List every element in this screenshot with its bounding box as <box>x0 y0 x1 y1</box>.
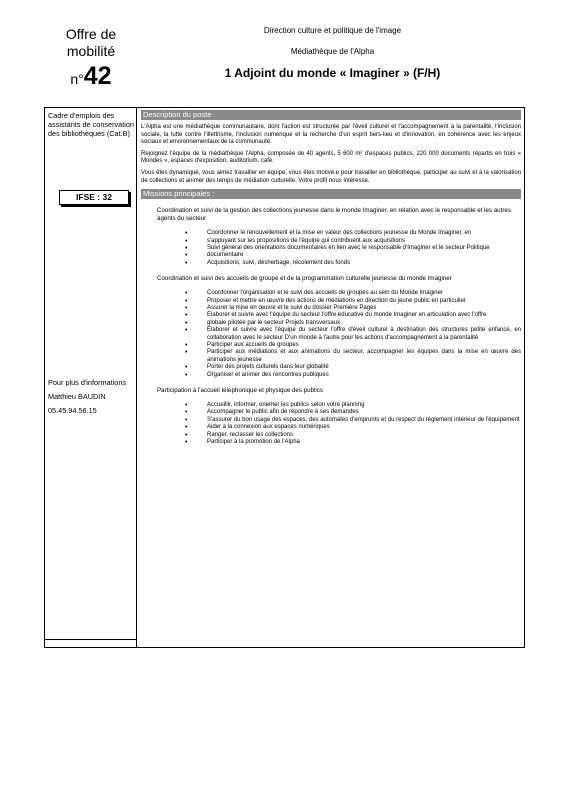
offer-number <box>44 62 138 91</box>
page-title: 1 Adjoint du monde « Imaginer » (F/H) <box>224 66 441 80</box>
list-item: • Participer à la promotion de l'Alpha <box>185 439 521 446</box>
list-item: • Suivi général des orientations documentaires en lien avec le responsable d'Imaginer et le secteur Politique <box>185 245 521 252</box>
ifse-badge: IFSE : 32 <box>59 190 129 205</box>
mission-group <box>141 387 521 446</box>
list-item: • Elaborer et suivre avec l'équipe du secteur l'offre éducative du monde Imaginer en articulation avec l'offre <box>185 312 521 319</box>
list-item: • globale pilotée par le secteur Projets transversaux <box>185 320 521 327</box>
offer-label-line2: mobilité <box>66 43 116 59</box>
list-item: • Organiser et animer des rencontres publiques <box>185 372 521 379</box>
title-block <box>140 26 525 80</box>
offer-header <box>44 26 138 91</box>
mission-group <box>141 207 521 267</box>
list-item: • Porter des projets culturels dans leur globalité <box>185 364 521 371</box>
list-item: • Participer aux médiations et aux animations du secteur, accompagner les équipes dans la mise en œuvre des animations jeunesse <box>185 349 521 364</box>
list-item: • Ranger, reclasser les collections <box>185 432 521 439</box>
offer-label-line1: Offre de <box>65 26 117 42</box>
mission-list <box>141 230 521 267</box>
list-item: • Proposer et mettre en œuvre des actions de médiations en direction du jeune public en particulier <box>185 298 521 305</box>
list-item: • Acquisitions, suivi, désherbage, récolement des fonds <box>185 260 521 267</box>
list-item: • Accueillir, informer, orienter les publics selon votre planning <box>185 402 521 409</box>
contact-info <box>48 378 134 420</box>
list-item: • Participer aux accueils de groupes <box>185 342 521 349</box>
list-item: • Elaborer et suivre avec l'équipe du secteur l'offre d'éveil culturel à destination des structures petite enfance, en collaboration avec le secteur D'un monde à l'autre pour les actions d'accompagnement à la parentalité <box>185 327 521 342</box>
list-item: • Accompagner le public afin de répondre à ses demandes <box>185 409 521 416</box>
contact-phone: 05.45.94.56.15 <box>48 406 97 415</box>
mission-list <box>141 290 521 379</box>
description-paragraph: Rejoignez l'équipe de la médiathèque l'Alpha, composée de 40 agents, 5 600 m² d'espaces publics, 220 000 documents répartis en trois « Mondes », espaces d'exposition, auditorium, café. <box>141 150 521 165</box>
list-item: • s'appuyant sur les propositions de l'équipe qui contribuent aux acquisitions <box>185 238 521 245</box>
cadre-emplois: Cadre d'emplois des assistants de conservation des bibliothèques (Cat.B) <box>48 111 134 138</box>
list-item: • Coordonner le renouvellement et la mise en valeur des collections jeunesse du Monde Imaginer, en <box>185 230 521 237</box>
mediatheque-label: Médiathèque de l'Alpha <box>290 47 375 56</box>
mission-group-title: Coordination et suivi de la gestion des collections jeunesse dans le monde Imaginer, en relation avec le responsable et les autres agents du secteur <box>157 207 511 223</box>
mission-group-title: Coordination et suivi des accueils de groupe et de la programmation culturelle jeunesse du monde Imaginer <box>157 275 452 283</box>
offer-number-value: 42 <box>83 62 112 90</box>
contact-name: Matthieu BAUDIN <box>48 392 106 401</box>
direction-label: Direction culture et politique de l'image <box>263 26 402 35</box>
list-item: • S'assurer du bon usage des espaces, des automates d'emprunts et du respect du règlement intérieur de l'équipement <box>185 417 521 424</box>
description-heading: Description du poste <box>141 110 521 120</box>
missions-heading: Missions principales : <box>141 189 521 199</box>
sidebar-divider <box>44 639 136 640</box>
mission-group-title: Participation à l'accueil téléphonique et physique des publics <box>157 387 323 395</box>
offer-number-prefix: n° <box>70 71 84 87</box>
list-item: • Coordonner l'organisation et le suivi des accueils de groupes au sein du Monde Imaginer <box>185 290 521 297</box>
list-item: • Assurer la mise en œuvre et le suivi du dossier Première Pages <box>185 305 521 312</box>
description-paragraph: Vous êtes dynamique, vous aimez travailler en équipe, vous êtes motivé.e pour travailler en bibliothèque, participer au suivi et à la valorisation de collections et animer des temps de médiation culturelle. Votre profil nous intéresse. <box>141 169 521 184</box>
main-content <box>141 110 521 447</box>
list-item: • Aider à la connexion aux espaces numériques <box>185 424 521 431</box>
list-item: • documentaire <box>185 252 521 259</box>
mission-list <box>141 402 521 446</box>
description-paragraph: L'Alpha est une médiathèque communautaire, dont l'action est structurée par l'éveil culturel et l'accompagnement à la parentalité, l'inclusion sociale, la lutte contre l'illettrisme, l'inclusion numérique et la recherche d'un esprit tiers-lieu et d'innovation, en cohérence avec les enjeux sociaux et environnementaux de la communauté. <box>141 124 521 146</box>
info-label: Pour plus d'informations <box>48 378 127 387</box>
mission-group <box>141 275 521 379</box>
